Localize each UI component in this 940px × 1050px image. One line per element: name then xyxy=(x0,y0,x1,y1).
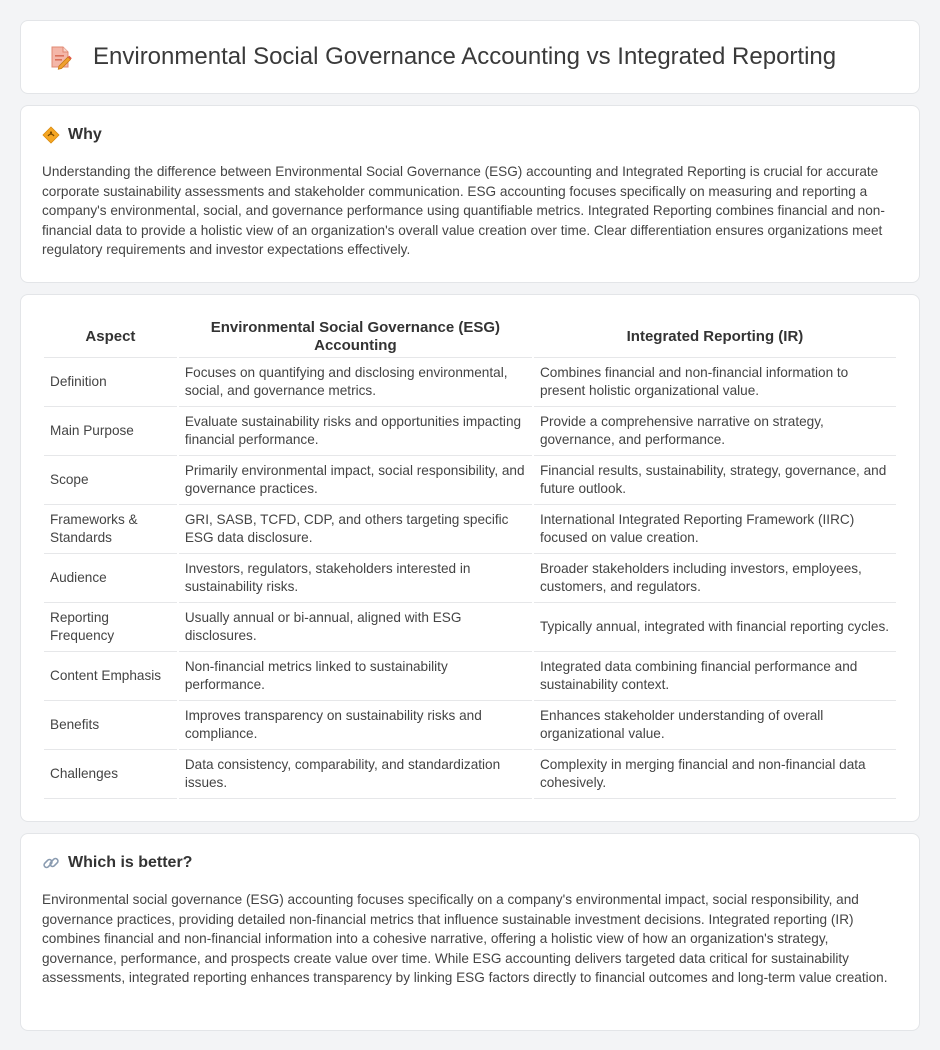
row-ir: Integrated data combining financial performance and sustainability context. xyxy=(534,652,896,701)
row-ir: Broader stakeholders including investors, employees, customers, and regulators. xyxy=(534,554,896,603)
row-esg: Primarily environmental impact, social responsibility, and governance practices. xyxy=(179,456,532,505)
header-aspect: Aspect xyxy=(44,315,177,358)
comparison-table-card xyxy=(20,294,920,822)
row-aspect: Challenges xyxy=(44,750,177,799)
row-esg: Data consistency, comparability, and standardization issues. xyxy=(179,750,532,799)
row-esg: Improves transparency on sustainability risks and compliance. xyxy=(179,701,532,750)
table-row xyxy=(44,505,896,554)
header-esg: Environmental Social Governance (ESG) Accounting xyxy=(179,315,532,358)
row-ir: Provide a comprehensive narrative on strategy, governance, and performance. xyxy=(534,407,896,456)
page-title: Environmental Social Governance Accounting vs Integrated Reporting xyxy=(93,43,837,70)
row-ir: Financial results, sustainability, strategy, governance, and future outlook. xyxy=(534,456,896,505)
why-heading xyxy=(42,126,898,144)
row-aspect: Frameworks & Standards xyxy=(44,505,177,554)
table-row xyxy=(44,358,896,407)
row-aspect: Content Emphasis xyxy=(44,652,177,701)
document-pencil-icon xyxy=(47,44,73,70)
table-row xyxy=(44,750,896,799)
row-esg: GRI, SASB, TCFD, CDP, and others targeting specific ESG data disclosure. xyxy=(179,505,532,554)
better-text: Environmental social governance (ESG) accounting focuses specifically on a company's environmental impact, social responsibility, and governance practices, providing detailed non-financial metrics that influence sustainable investment decisions. Integrated reporting (IR) combines financial and non-financial information into a cohesive narrative, offering a holistic view of how an organization's strategy, governance, performance, and prospects create value over time. While ESG accounting delivers targeted data critical for sustainability assessments, integrated reporting enhances transparency by linking ESG factors directly to financial outcomes and long-term value creation. xyxy=(42,892,888,986)
row-aspect: Reporting Frequency xyxy=(44,603,177,652)
table-row xyxy=(44,456,896,505)
row-aspect: Main Purpose xyxy=(44,407,177,456)
why-section xyxy=(20,105,920,283)
row-ir: Typically annual, integrated with financial reporting cycles. xyxy=(534,603,896,652)
row-aspect: Benefits xyxy=(44,701,177,750)
table-row xyxy=(44,603,896,652)
link-icon xyxy=(42,854,60,872)
row-aspect: Scope xyxy=(44,456,177,505)
comparison-table xyxy=(42,315,898,799)
diamond-sign-icon xyxy=(42,126,60,144)
why-text: Understanding the difference between Environmental Social Governance (ESG) accounting and Integrated Reporting is crucial for accurate corporate sustainability assessments and stakeholder communication. ESG accounting focuses specifically on measuring and reporting a company's environmental, social, and governance performance using quantifiable metrics. Integrated Reporting combines financial and non-financial data to provide a holistic view of an organization's overall value creation over time. Clear differentiation ensures organizations meet regulatory requirements and investor expectations effectively. xyxy=(42,164,885,258)
table-header-row xyxy=(44,315,896,358)
row-ir: International Integrated Reporting Framework (IIRC) focused on value creation. xyxy=(534,505,896,554)
row-esg: Focuses on quantifying and disclosing environmental, social, and governance metrics. xyxy=(179,358,532,407)
table-row xyxy=(44,407,896,456)
which-better-section xyxy=(20,833,920,1031)
table-row xyxy=(44,701,896,750)
row-ir: Combines financial and non-financial information to present holistic organizational value. xyxy=(534,358,896,407)
table-row xyxy=(44,554,896,603)
better-heading xyxy=(42,854,898,872)
row-esg: Investors, regulators, stakeholders interested in sustainability risks. xyxy=(179,554,532,603)
row-aspect: Audience xyxy=(44,554,177,603)
row-ir: Enhances stakeholder understanding of overall organizational value. xyxy=(534,701,896,750)
table-row xyxy=(44,652,896,701)
row-aspect: Definition xyxy=(44,358,177,407)
row-ir: Complexity in merging financial and non-financial data cohesively. xyxy=(534,750,896,799)
row-esg: Usually annual or bi-annual, aligned with ESG disclosures. xyxy=(179,603,532,652)
row-esg: Evaluate sustainability risks and opportunities impacting financial performance. xyxy=(179,407,532,456)
header-card xyxy=(20,20,920,94)
better-title: Which is better? xyxy=(68,854,193,871)
why-title: Why xyxy=(68,126,102,143)
row-esg: Non-financial metrics linked to sustainability performance. xyxy=(179,652,532,701)
header-ir: Integrated Reporting (IR) xyxy=(534,315,896,358)
